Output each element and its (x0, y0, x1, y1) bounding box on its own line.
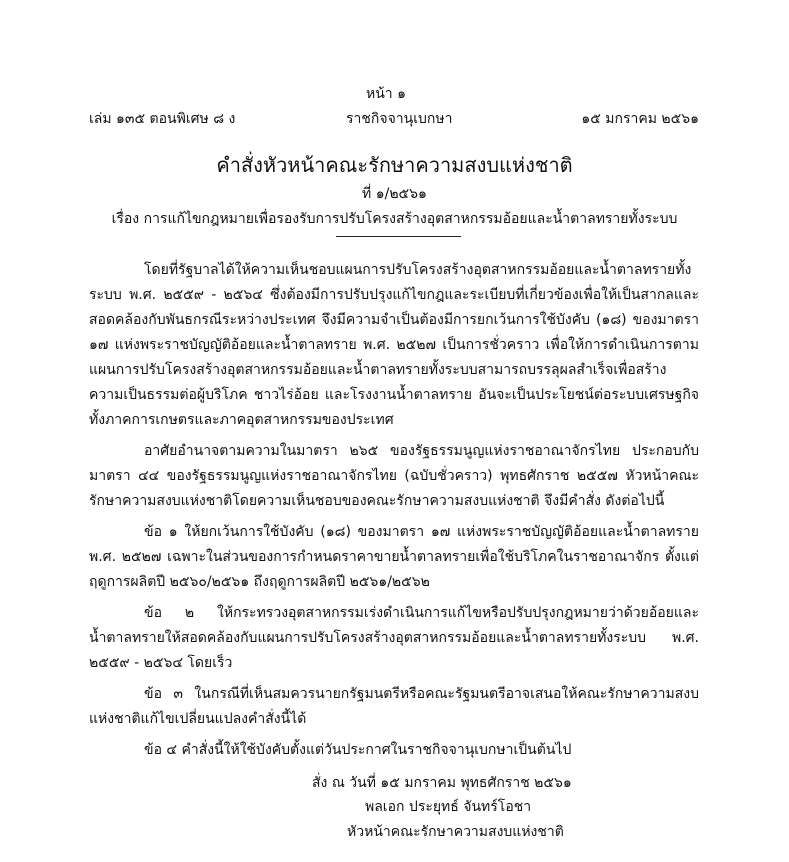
clause-4: ข้อ ๔ คำสั่งนี้ให้ใช้บังคับตั้งแต่วันประกาศในราชกิจจานุเบกษาเป็นต้นไป (144, 742, 572, 758)
clause-1: ข้อ ๑ ให้ยกเว้นการใช้บังคับ (๑๘) ของมาตรา ๑๗ แห่งพระราชบัญญัติอ้อยและน้ำตาลทราย พ.ศ. ๒๕๒๗ เฉพาะในส่วนของการกำหนดราคาขายน้ำตาลทรายเพื่อใช้บริโภคในราชอาณาจักร ตั้งแต่ฤดูการผลิตปี ๒๕๖๐/๒๕๖๑ ถึงฤดูการผลิตปี ๒๕๖๑/๒๕๖๒ (89, 524, 699, 590)
order-number: ที่ ๑/๒๕๖๑ (362, 186, 427, 202)
preamble-paragraph: โดยที่รัฐบาลได้ให้ความเห็นชอบแผนการปรับโครงสร้างอุตสาหกรรมอ้อยและน้ำตาลทรายทั้งระบบ พ.ศ. ๒๕๕๙ - ๒๕๖๔ ซึ่งต้องมีการปรับปรุงแก้ไขกฎและระเบียบที่เกี่ยวข้องเพื่อให้เป็นสากลและสอดคล้องกับพันธกรณีระหว่างประเทศ จึงมีความจำเป็นต้องมีการยกเว้นการใช้บังคับ (๑๘) ของมาตรา ๑๗ แห่งพระราชบัญญัติอ้อยและน้ำตาลทราย พ.ศ. ๒๕๒๗ เป็นการชั่วคราว เพื่อให้การดำเนินการตามแผนการปรับโครงสร้างอุตสาหกรรมอ้อยและน้ำตาลทรายทั้งระบบสามารถบรรลุผลสำเร็จเพื่อสร้างความเป็นธรรมต่อผู้บริโภค ชาวไร่อ้อย และโรงงานน้ำตาลทราย อันจะเป็นประโยชน์ต่อระบบเศรษฐกิจทั้งภาคการเกษตรและภาคอุตสาหกรรมของประเทศ (89, 262, 699, 428)
page-number: หน้า ๑ (366, 86, 406, 102)
order-body (89, 258, 699, 769)
clause-3: ข้อ ๓ ในกรณีที่เห็นสมควรนายกรัฐมนตรีหรือคณะรัฐมนตรีอาจเสนอให้คณะรักษาความสงบแห่งชาติแก้ไขเปลี่ยนแปลงคำสั่งนี้ได้ (89, 686, 699, 727)
volume-label: เล่ม ๑๓๕ ตอนพิเศษ ๘ ง (89, 111, 236, 127)
signature-date: สั่ง ณ วันที่ ๑๕ มกราคม พุทธศักราช ๒๕๖๑ (312, 775, 572, 791)
order-title: คำสั่งหัวหน้าคณะรักษาความสงบแห่งชาติ (216, 153, 573, 177)
clause-2: ข้อ ๒ ให้กระทรวงอุตสาหกรรมเร่งดำเนินการแก้ไขหรือปรับปรุงกฎหมายว่าด้วยอ้อยและน้ำตาลทรายให้สอดคล้องกับแผนการปรับโครงสร้างอุตสาหกรรมอ้อยและน้ำตาลทรายทั้งระบบ พ.ศ. ๒๕๕๙ - ๒๕๖๔ โดยเร็ว (89, 605, 699, 671)
signatory-position: หัวหน้าคณะรักษาความสงบแห่งชาติ (347, 824, 564, 840)
title-divider (336, 236, 461, 237)
publish-date: ๑๕ มกราคม ๒๕๖๑ (581, 111, 699, 127)
gazette-name: ราชกิจจานุเบกษา (346, 111, 453, 127)
authority-paragraph: อาศัยอำนาจตามความในมาตรา ๒๖๕ ของรัฐธรรมนูญแห่งราชอาณาจักรไทย ประกอบกับมาตรา ๔๔ ของรัฐธรรมนูญแห่งราชอาณาจักรไทย (ฉบับชั่วคราว) พุทธศักราช ๒๕๕๗ หัวหน้าคณะรักษาความสงบแห่งชาติโดยความเห็นชอบของคณะรักษาความสงบแห่งชาติ จึงมีคำสั่ง ดังต่อไปนี้ (89, 443, 699, 509)
order-subject: เรื่อง การแก้ไขกฎหมายเพื่อรองรับการปรับโครงสร้างอุตสาหกรรมอ้อยและน้ำตาลทรายทั้งระบบ (111, 211, 678, 227)
signatory-name: พลเอก ประยุทธ์ จันทร์โอชา (365, 799, 532, 815)
